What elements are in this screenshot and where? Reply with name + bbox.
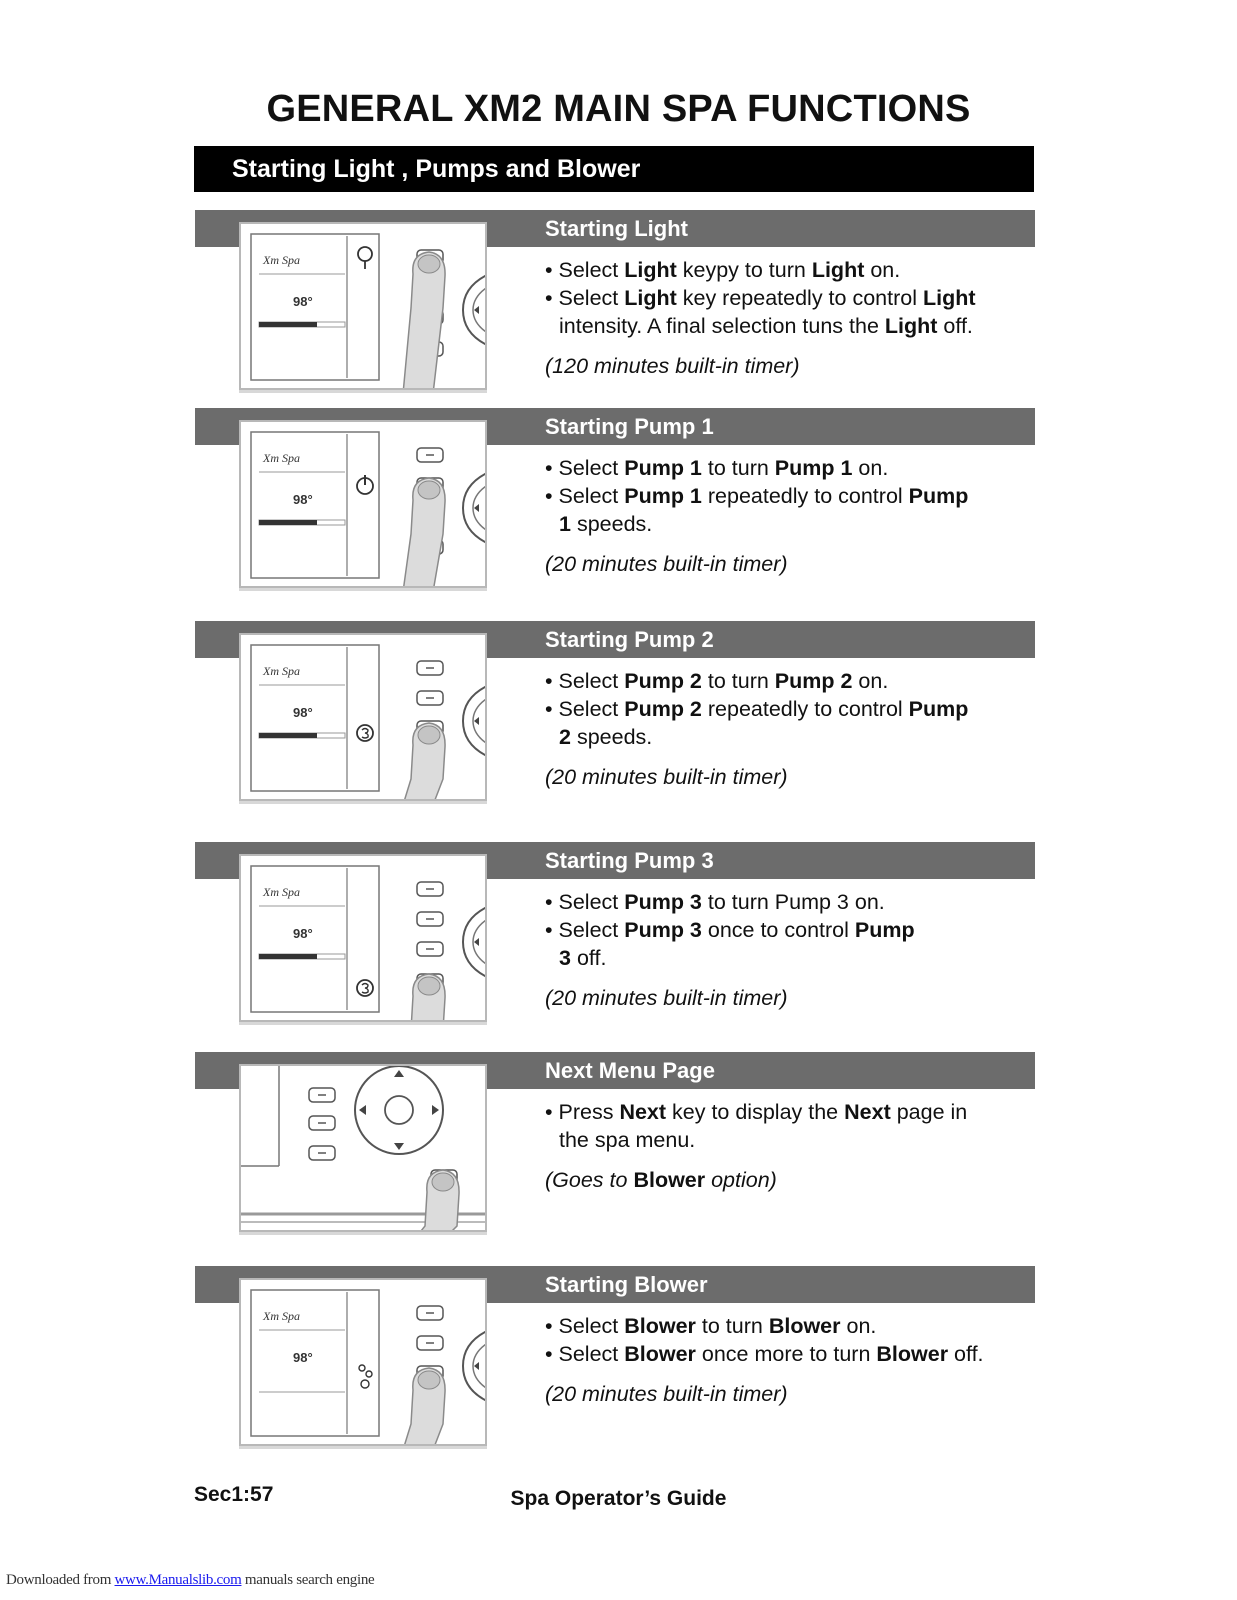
bold-term: Pump [908,484,969,508]
download-notice [6,1572,374,1589]
section-instructions [545,256,1030,380]
text-run: • Select [545,286,625,310]
section-starting-pump-2 [195,621,1035,806]
panel-illustration [241,224,485,388]
panel-illustration [241,1280,485,1444]
blower-bubble [361,1380,369,1388]
text-run: speeds. [570,512,653,536]
section-next-menu-page [195,1052,1035,1242]
panel-key-icon [417,942,443,956]
timer-note [545,763,1030,791]
finger-icon [403,974,445,1020]
text-run: to turn [701,669,775,693]
text-run: • Select [545,456,625,480]
text-run: page in [890,1100,968,1124]
bold-term: Pump 2 [624,697,702,721]
level-bar-fill [259,954,317,959]
text-run: off. [570,946,607,970]
control-panel-image [239,1278,487,1446]
text-run: • Select [545,1314,625,1338]
text-run: to turn Pump 3 on. [701,890,885,914]
text-run: to turn [695,1314,769,1338]
panel-illustration [241,422,485,586]
bold-term: 1 [559,512,571,536]
pump-glyph [362,729,368,739]
download-suffix: manuals search engine [241,1572,375,1588]
bold-term: Blower [768,1314,841,1338]
dpad-center [385,1096,413,1124]
control-panel-image [239,1064,487,1232]
dpad-left-arrow [474,938,479,946]
bold-term: Pump 3 [624,918,702,942]
text-run: off. [948,1342,984,1366]
level-bar-fill [259,322,317,327]
text-run: once to control [701,918,855,942]
text-run: speeds. [570,725,653,749]
fingernail [432,1173,454,1191]
bullet-continuation [559,510,1030,538]
panel-illustration [241,856,485,1020]
text-run: • Select [545,669,625,693]
panel-display [251,1290,379,1436]
text-run: on. [864,258,901,282]
panel-key-icon [417,691,443,705]
timer-note [545,1380,1030,1408]
temperature-readout: 98° [293,492,313,507]
panel-key-icon [309,1146,335,1160]
timer-note [545,984,1030,1012]
bold-term: Pump 3 [624,890,702,914]
text-run: option) [705,1168,777,1192]
bold-term: Light [624,286,677,310]
page-number: Sec1:57 [194,1483,274,1506]
bullet-item [545,454,1030,482]
text-run: the spa menu. [559,1128,696,1152]
timer-note [545,550,1030,578]
bold-term: Pump [908,697,969,721]
timer-note [545,352,1030,380]
bullet-item [545,1340,1030,1368]
bullet-item [545,695,1030,751]
section-starting-pump-1 [195,408,1035,593]
text-run: on. [852,456,889,480]
panel-display [251,866,379,1012]
pump-icon [357,725,373,741]
bullet-item [545,482,1030,538]
bullet-item [545,667,1030,695]
timer-note [545,1166,1030,1194]
fingernail [418,1371,440,1389]
text-run: (120 minutes built-in timer) [545,354,800,378]
bold-term: Pump 1 [624,484,702,508]
text-run: keypy to turn [676,258,812,282]
dpad-edge-icon [463,906,485,978]
finger-icon [403,252,445,388]
pump-glyph [362,984,368,994]
temperature-readout: 98° [293,1350,313,1365]
dpad-edge-icon [463,685,485,757]
section-title: Starting Pump 3 [545,848,714,873]
text-run: intensity. A final selection tuns the [559,314,885,338]
bulb [358,247,372,261]
text-run: (20 minutes built-in timer) [545,1382,788,1406]
bold-term: Light [624,258,677,282]
bold-term: Pump 2 [624,669,702,693]
bullet-item [545,284,1030,340]
text-run: repeatedly to control [701,484,909,508]
text-run: (20 minutes built-in timer) [545,986,788,1010]
bullet-item [545,256,1030,284]
section-starting-pump-3 [195,842,1035,1027]
text-run: repeatedly to control [701,697,909,721]
dpad-edge-icon [463,472,485,544]
panel-display [251,234,379,380]
panel-key-icon [417,661,443,675]
page-title: GENERAL XM2 MAIN SPA FUNCTIONS [266,88,971,130]
dpad-edge-icon [463,1330,485,1402]
panel-key-icon [417,912,443,926]
section-title: Starting Pump 2 [545,627,714,652]
text-run: key to display the [666,1100,845,1124]
text-run: • Press [545,1100,620,1124]
bullet-continuation [559,723,1030,751]
section-title: Starting Blower [545,1272,708,1297]
panel-key-icon [309,1088,335,1102]
text-run: once more to turn [695,1342,877,1366]
text-run: key repeatedly to control [676,286,923,310]
bold-term: Pump 1 [774,456,853,480]
control-panel-image [239,420,487,588]
bullet-item [545,1098,1030,1154]
panel-illustration [241,1066,485,1230]
panel-display [251,432,379,578]
fingernail [418,726,440,744]
dpad-edge-icon [463,274,485,346]
dpad-left-arrow [474,1362,479,1370]
level-bar-fill [259,520,317,525]
section-title: Next Menu Page [545,1058,715,1083]
text-run: to turn [701,456,775,480]
manualslib-link[interactable]: www.Manualslib.com [114,1572,242,1588]
bullet-item [545,1312,1030,1340]
level-bar-fill [259,733,317,738]
text-run: (Goes to [545,1168,634,1192]
bold-term: Light [811,258,865,282]
blower-icon [359,1365,372,1388]
bullet-continuation [559,1126,1030,1154]
bold-term: Next [844,1100,891,1124]
text-run: off. [937,314,973,338]
text-run: on. [852,669,889,693]
text-run: • Select [545,918,625,942]
bold-term: Next [619,1100,667,1124]
section-instructions [545,454,1030,578]
brand-label: Xm Spa [263,253,300,267]
text-run: (20 minutes built-in timer) [545,552,788,576]
dpad-left-arrow [474,717,479,725]
section-title: Starting Pump 1 [545,414,714,439]
section-instructions [545,888,1030,1012]
fingernail [418,977,440,995]
section-instructions [545,667,1030,791]
temperature-readout: 98° [293,705,313,720]
bold-term: Light [922,286,976,310]
control-panel-image [239,854,487,1022]
bold-term: Pump 2 [774,669,853,693]
bullet-item [545,888,1030,916]
finger-icon [403,478,445,586]
guide-title: Spa Operator’s Guide [510,1487,727,1510]
section-starting-light [195,210,1035,395]
brand-label: Xm Spa [263,451,300,465]
text-run: on. [840,1314,877,1338]
bold-term: Blower [633,1168,706,1192]
control-panel-image [239,633,487,801]
fingernail [418,255,440,273]
brand-label: Xm Spa [263,664,300,678]
text-run: (20 minutes built-in timer) [545,765,788,789]
text-run: • Select [545,258,625,282]
dpad-left-arrow [474,504,479,512]
bold-term: Blower [876,1342,949,1366]
brand-label: Xm Spa [263,885,300,899]
panel-display [251,645,379,791]
panel-key-icon [417,1336,443,1350]
bold-term: Light [884,314,938,338]
bold-term: Pump 1 [624,456,702,480]
text-run: • Select [545,890,625,914]
power-icon [357,475,373,494]
bold-term: Blower [624,1342,696,1366]
bold-term: Blower [624,1314,696,1338]
light-bulb-icon [358,247,372,269]
bullet-item [545,916,1030,972]
blower-bubble [359,1365,365,1371]
next-panel [241,1066,279,1166]
section-title: Starting Light [545,216,688,241]
bullet-continuation [559,944,1030,972]
finger-icon [403,723,445,799]
section-instructions [545,1098,1030,1194]
section-starting-blower [195,1266,1035,1451]
bold-term: 3 [559,946,571,970]
temperature-readout: 98° [293,294,313,309]
bullet-continuation [559,312,1030,340]
pump-icon [357,980,373,996]
bold-term: Pump [854,918,915,942]
dpad-icon [355,1066,443,1154]
text-run: • Select [545,484,625,508]
text-run: • Select [545,1342,625,1366]
panel-key-icon [309,1116,335,1130]
text-run: • Select [545,697,625,721]
panel-key-icon [417,448,443,462]
download-prefix: Downloaded from [6,1572,115,1588]
panel-illustration [241,635,485,799]
bold-term: 2 [559,725,571,749]
fingernail [418,481,440,499]
temperature-readout: 98° [293,926,313,941]
brand-label: Xm Spa [263,1309,300,1323]
panel-key-icon [417,1306,443,1320]
section-banner: Starting Light , Pumps and Blower [194,146,1034,192]
section-instructions [545,1312,1030,1408]
finger-icon [403,1368,445,1444]
dpad-left-arrow [474,306,479,314]
blower-bubble [366,1371,372,1377]
control-panel-image [239,222,487,390]
panel-key-icon [417,882,443,896]
